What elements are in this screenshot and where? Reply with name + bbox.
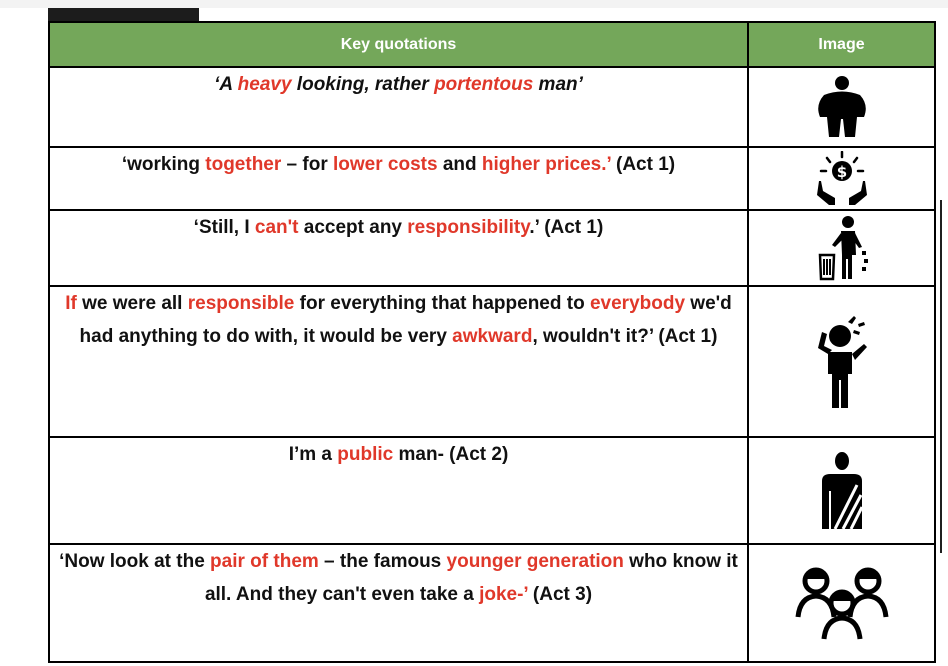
quote-text: man- (Act 2) <box>393 444 509 465</box>
highlighted-word: higher prices.’ <box>481 154 611 175</box>
header-key-quotations: Key quotations <box>49 22 748 67</box>
table-row <box>49 544 935 662</box>
image-cell <box>748 210 935 286</box>
header-row <box>49 22 935 67</box>
top-strip <box>0 0 948 8</box>
highlighted-word: heavy <box>237 74 292 95</box>
quote-cell <box>49 210 748 286</box>
quote-text: we'd had anything to do with, it would be very <box>79 293 732 347</box>
table-row <box>49 286 935 437</box>
quote-text: .’ (Act 1) <box>529 217 604 238</box>
highlighted-word: public <box>337 444 394 465</box>
right-edge-line <box>940 200 942 553</box>
highlighted-word: awkward <box>452 326 533 347</box>
quote-cell <box>49 544 748 662</box>
quote-text: man’ <box>533 74 583 95</box>
highlighted-word: joke-’ <box>479 584 528 605</box>
highlighted-word: lower costs <box>333 154 438 175</box>
quote-text: ‘working <box>121 154 206 175</box>
header-image: Image <box>748 22 935 67</box>
quote-cell <box>49 286 748 437</box>
litter-bin-person-icon <box>814 215 870 281</box>
money-hands-icon <box>815 151 869 207</box>
quote-text: – for <box>281 154 333 175</box>
black-tab <box>48 8 199 22</box>
highlighted-word: can't <box>254 217 299 238</box>
quote-text: , wouldn't it?’ (Act 1) <box>532 326 718 347</box>
highlighted-word: pair of them <box>210 551 319 572</box>
svg-text:$: $ <box>836 162 847 181</box>
confused-person-icon <box>812 314 872 410</box>
quote-text: (Act 3) <box>527 584 593 605</box>
table-row <box>49 67 935 147</box>
image-cell <box>748 544 935 662</box>
highlighted-word: everybody <box>589 293 686 314</box>
quote-text: looking, rather <box>291 74 435 95</box>
quote-text: we were all <box>76 293 188 314</box>
highlighted-word: together <box>205 154 282 175</box>
quote-text: I’m a <box>288 444 338 465</box>
quote-text: ‘A <box>214 74 238 95</box>
highlighted-word: portentous <box>434 74 534 95</box>
quote-cell <box>49 67 748 147</box>
image-cell <box>748 286 935 437</box>
image-cell <box>748 437 935 544</box>
quote-cell <box>49 437 748 544</box>
quote-text: who know it all. And they can't even take a <box>204 551 738 605</box>
quote-text: accept any <box>298 217 408 238</box>
image-cell <box>748 67 935 147</box>
table-row <box>49 437 935 544</box>
table-row <box>49 210 935 286</box>
group-of-people-icon <box>792 565 892 641</box>
quotations-table <box>48 21 936 663</box>
obese-man-icon <box>812 75 872 139</box>
quote-text: ‘Still, I <box>193 217 255 238</box>
highlighted-word: responsible <box>187 293 295 314</box>
quote-text: ‘Now look at the <box>59 551 211 572</box>
highlighted-word: If <box>65 293 77 314</box>
quote-cell <box>49 147 748 210</box>
highlighted-word: younger generation <box>446 551 624 572</box>
quote-text: for everything that happened to <box>294 293 590 314</box>
quote-text: – the famous <box>318 551 447 572</box>
highlighted-word: responsibility <box>407 217 530 238</box>
image-cell <box>748 147 935 210</box>
robed-man-icon <box>815 451 869 531</box>
quote-text: and <box>437 154 482 175</box>
quote-text: (Act 1) <box>610 154 676 175</box>
table-row <box>49 147 935 210</box>
